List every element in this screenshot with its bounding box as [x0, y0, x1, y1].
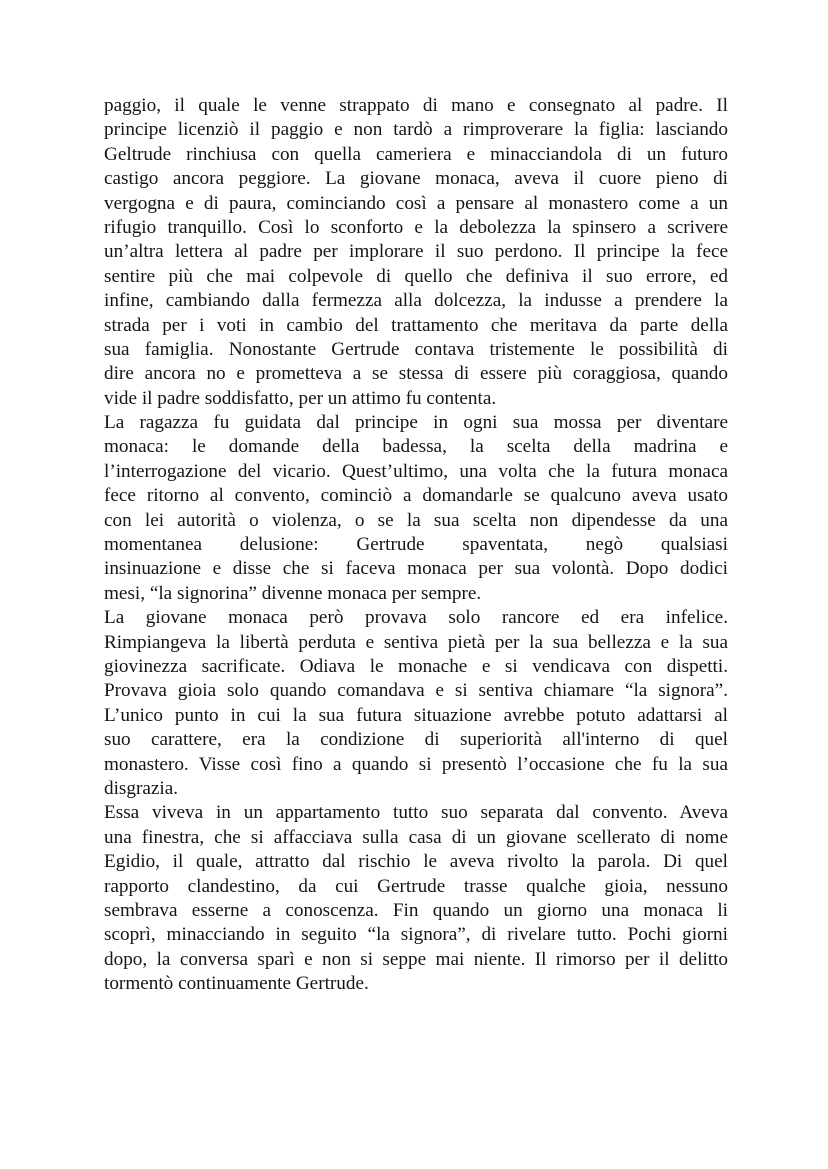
text-line: dire ancora no e prometteva a se stessa di essere più coraggiosa, quando [104, 363, 728, 385]
text-line: giovinezza sacrificate. Odiava le monache e si vendicava con dispetti. [104, 655, 728, 677]
text-line: monastero. Visse così fino a quando si presentò l’occasione che fu la sua [104, 753, 728, 775]
text-line: insinuazione e disse che si faceva monaca per sua volontà. Dopo dodici [104, 558, 728, 580]
text-line: sua famiglia. Nonostante Gertrude contava tristemente le possibilità di [104, 338, 728, 360]
text-line: Geltrude rinchiusa con quella cameriera e minacciandola di un futuro [104, 143, 728, 165]
text-line: fece ritorno al convento, cominciò a domandarle se qualcuno aveva usato [104, 485, 728, 507]
text-line: rifugio tranquillo. Così lo sconforto e la debolezza la spinsero a scrivere [104, 216, 728, 238]
text-line: scoprì, minacciando in seguito “la signora”, di rivelare tutto. Pochi giorni [104, 924, 728, 946]
text-line: sembrava esserne a conoscenza. Fin quando un giorno una monaca li [104, 899, 728, 921]
document-page [104, 94, 728, 996]
text-line: La ragazza fu guidata dal principe in ogni sua mossa per diventare [104, 412, 728, 434]
text-line: monaca: le domande della badessa, la scelta della madrina e [104, 436, 728, 458]
paragraph-4 [104, 801, 728, 996]
text-line: principe licenziò il paggio e non tardò a rimproverare la figlia: lasciando [104, 119, 728, 141]
text-line: mesi, “la signorina” divenne monaca per sempre. [104, 582, 482, 604]
text-line: La giovane monaca però provava solo rancore ed era infelice. [104, 607, 728, 629]
text-line: con lei autorità o violenza, o se la sua scelta non dipendesse da una [104, 509, 728, 531]
text-line: paggio, il quale le venne strappato di mano e consegnato al padre. Il [104, 95, 728, 116]
text-line: un’altra lettera al padre per implorare il suo perdono. Il principe la fece [104, 241, 728, 263]
text-line: vergogna e di paura, cominciando così a pensare al monastero come a un [104, 192, 728, 214]
text-line: l’interrogazione del vicario. Quest’ultimo, una volta che la futura monaca [104, 460, 728, 482]
text-line: suo carattere, era la condizione di superiorità all'interno di quel [104, 729, 728, 751]
text-line: Rimpiangeva la libertà perduta e sentiva pietà per la sua bellezza e la sua [104, 631, 728, 653]
paragraph-1 [104, 94, 728, 411]
text-line: infine, cambiando dalla fermezza alla dolcezza, la indusse a prendere la [104, 290, 728, 312]
text-line: momentanea delusione: Gertrude spaventata, negò qualsiasi [104, 534, 728, 556]
text-line: una finestra, che si affacciava sulla casa di un giovane scellerato di nome [104, 826, 728, 848]
text-line: dopo, la conversa sparì e non si seppe mai niente. Il rimorso per il delitto [104, 948, 728, 970]
text-line: disgrazia. [104, 777, 179, 799]
text-line: sentire più che mai colpevole di quello che definiva il suo errore, ed [104, 265, 728, 287]
text-line: rapporto clandestino, da cui Gertrude trasse qualche gioia, nessuno [104, 875, 728, 897]
text-line: strada per i voti in cambio del trattamento che meritava da parte della [104, 314, 728, 336]
text-line: Egidio, il quale, attratto dal rischio le aveva rivolto la parola. Di quel [104, 851, 728, 873]
text-line: castigo ancora peggiore. La giovane monaca, aveva il cuore pieno di [104, 168, 728, 190]
paragraph-3 [104, 606, 728, 801]
text-line: Provava gioia solo quando comandava e si sentiva chiamare “la signora”. [104, 680, 728, 702]
text-line: Essa viveva in un appartamento tutto suo separata dal convento. Aveva [104, 802, 728, 824]
paragraph-2 [104, 411, 728, 606]
text-line: L’unico punto in cui la sua futura situazione avrebbe potuto adattarsi al [104, 704, 728, 726]
text-line: tormentò continuamente Gertrude. [104, 973, 369, 995]
text-line: vide il padre soddisfatto, per un attimo fu contenta. [104, 387, 497, 409]
